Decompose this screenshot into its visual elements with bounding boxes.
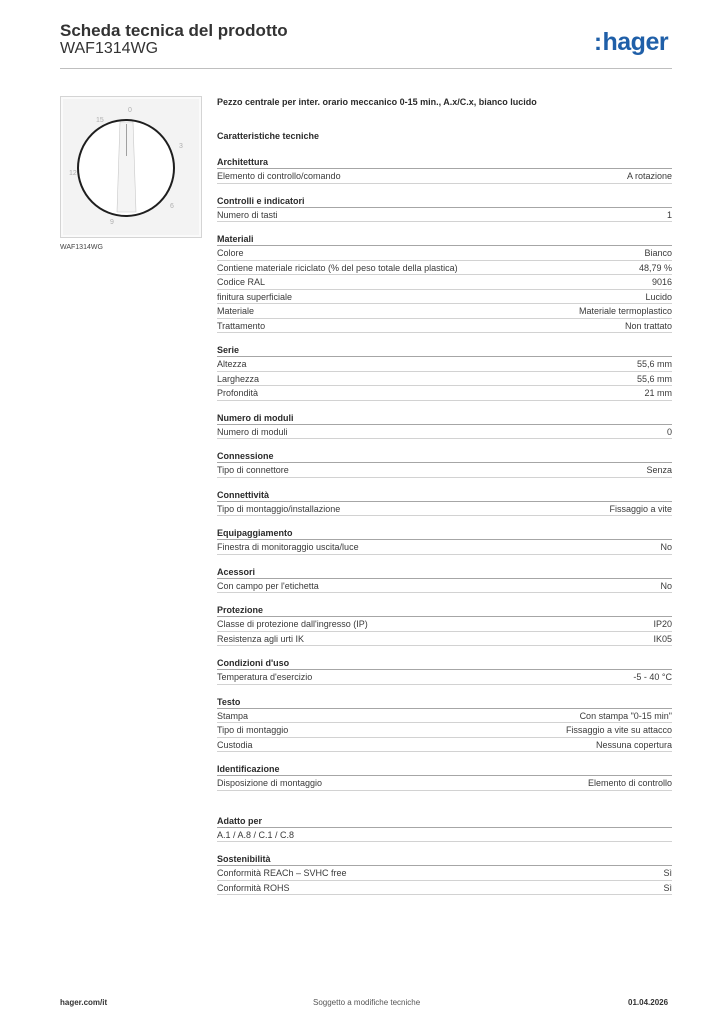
spec-group-title: Adatto per: [217, 815, 672, 828]
spec-value: No: [660, 580, 672, 591]
spec-label: A.1 / A.8 / C.1 / C.8: [217, 829, 295, 840]
spec-group-title: Condizioni d'uso: [217, 657, 672, 670]
spec-row: [217, 290, 672, 305]
spec-label: Larghezza: [217, 373, 260, 384]
spec-group: [217, 566, 672, 594]
spec-label: Numero di tasti: [217, 209, 278, 220]
spec-group: [217, 815, 672, 843]
spec-group-title: Serie: [217, 344, 672, 357]
spec-value: 48,79 %: [638, 262, 672, 273]
spec-group: [217, 344, 672, 401]
spec-value: 55,6 mm: [636, 359, 672, 369]
dial-mark-12: 12: [69, 170, 77, 177]
spec-group-title: Protezione: [217, 604, 672, 617]
spec-row: [217, 540, 672, 555]
spec-group: [217, 527, 672, 555]
header-divider: [60, 68, 672, 69]
spec-label: Conformità REACh – SVHC free: [217, 868, 347, 878]
hager-logo: [594, 28, 668, 57]
spec-row: [217, 723, 672, 738]
dial-mark-6: 6: [170, 203, 174, 210]
spec-value: 0: [666, 426, 672, 437]
spec-group-title: Sostenibilità: [217, 853, 672, 866]
spec-label: Elemento di controllo/comando: [217, 171, 341, 181]
spec-row: [217, 579, 672, 594]
spec-group-title: Testo: [217, 696, 672, 709]
spec-value: Fissaggio a vite su attacco: [565, 725, 672, 735]
spec-label: Finestra di monitoraggio uscita/luce: [217, 542, 359, 552]
spec-row: [217, 246, 672, 261]
logo-text: hager: [602, 28, 669, 56]
spec-group-title: Connessione: [217, 450, 672, 463]
spec-label: Tipo di montaggio: [217, 725, 289, 735]
spec-row: [217, 386, 672, 401]
spec-row: [217, 275, 672, 290]
spec-group-title: Materiali: [217, 233, 672, 246]
spec-label: Classe di protezione dall'ingresso (IP): [217, 619, 368, 629]
spec-label: Tipo di montaggio/installazione: [217, 503, 341, 514]
spec-label: Numero di moduli: [217, 426, 288, 437]
document-title: Scheda tecnica del prodotto: [60, 21, 288, 40]
spec-value: 9016: [651, 277, 672, 287]
spec-value: Non trattato: [624, 320, 672, 331]
product-code: WAF1314WG: [60, 40, 159, 57]
spec-group: [217, 604, 672, 646]
spec-row: [217, 425, 672, 440]
spec-label: Trattamento: [217, 320, 266, 331]
spec-group: [217, 763, 672, 791]
spec-group-title: Equipaggiamento: [217, 527, 672, 540]
spec-group: [217, 489, 672, 517]
dial-mark-15: 15: [96, 117, 104, 124]
spec-row: [217, 208, 672, 223]
spec-row: [217, 632, 672, 647]
spec-label: Profondità: [217, 388, 259, 398]
spec-row: [217, 738, 672, 753]
spec-value: 55,6 mm: [636, 373, 672, 384]
spec-row: [217, 670, 672, 685]
dial-mark-3: 3: [179, 143, 183, 150]
spec-value: Senza: [646, 465, 672, 475]
spec-row: [217, 709, 672, 724]
spec-value: Con stampa "0-15 min": [579, 710, 672, 721]
dial-mark-9: 9: [110, 219, 114, 226]
spec-group: [217, 233, 672, 333]
spec-row: [217, 261, 672, 276]
spec-group: [217, 657, 672, 685]
spec-row: [217, 881, 672, 896]
spec-value: 21 mm: [644, 388, 672, 398]
spec-label: Codice RAL: [217, 277, 266, 287]
spec-label: finitura superficiale: [217, 291, 293, 302]
spec-row: [217, 502, 672, 517]
spec-content: [217, 96, 672, 895]
spec-value: -5 - 40 °C: [633, 672, 672, 682]
spec-row: [217, 319, 672, 334]
product-image: [60, 96, 202, 238]
spec-value: IK05: [653, 633, 672, 644]
spec-value: Nessuna copertura: [595, 739, 672, 750]
spec-group: [217, 156, 672, 184]
spec-value: Lucido: [645, 291, 672, 302]
spec-value: Sì: [663, 882, 672, 893]
spec-group: [217, 412, 672, 440]
spec-row: [217, 372, 672, 387]
logo-dots-icon: :: [594, 29, 602, 56]
spec-row: [217, 304, 672, 319]
product-description: Pezzo centrale per inter. orario meccanico 0-15 min., A.x/C.x, bianco lucido: [217, 97, 537, 107]
spec-label: Stampa: [217, 710, 249, 721]
spec-label: Disposizione di montaggio: [217, 778, 323, 788]
spec-row: [217, 169, 672, 184]
spec-label: Custodia: [217, 739, 253, 750]
spec-value: Fissaggio a vite: [609, 503, 672, 514]
spec-row: [217, 357, 672, 372]
spec-value: Materiale termoplastico: [578, 306, 672, 316]
spec-label: Contiene materiale riciclato (% del peso totale della plastica): [217, 262, 458, 273]
footer-website[interactable]: hager.com/it: [60, 998, 108, 1007]
spec-label: Tipo di connettore: [217, 465, 289, 475]
spec-value: IP20: [653, 619, 672, 629]
timer-dial-icon: [60, 96, 202, 238]
spec-label: Materiale: [217, 306, 255, 316]
spec-label: Temperatura d'esercizio: [217, 672, 313, 682]
spec-group-title: Numero di moduli: [217, 412, 672, 425]
image-caption: WAF1314WG: [60, 244, 103, 251]
spec-row: [217, 776, 672, 791]
spec-label: Altezza: [217, 359, 247, 369]
spec-group: [217, 195, 672, 223]
spec-group-title: Controlli e indicatori: [217, 195, 672, 208]
spec-group-title: Connettività: [217, 489, 672, 502]
spec-group: [217, 853, 672, 895]
spec-group-title: Identificazione: [217, 763, 672, 776]
section-title: Caratteristiche tecniche: [217, 131, 320, 141]
spec-row: [217, 828, 672, 843]
footer-date: 01.04.2026: [628, 998, 669, 1007]
spec-value: Sì: [663, 868, 672, 878]
footer-note: Soggetto a modifiche tecniche: [313, 998, 421, 1007]
spec-value: No: [660, 542, 672, 552]
spec-label: Conformità ROHS: [217, 882, 290, 893]
spec-groups: [217, 156, 672, 895]
spec-label: Con campo per l'etichetta: [217, 580, 319, 591]
spec-group: [217, 696, 672, 753]
spec-group: [217, 450, 672, 478]
dial-mark-0: 0: [128, 107, 132, 114]
spec-row: [217, 866, 672, 881]
spec-group-title: Acessori: [217, 566, 672, 579]
spec-label: Resistenza agli urti IK: [217, 633, 305, 644]
spec-group-title: Architettura: [217, 156, 672, 169]
spec-value: Elemento di controllo: [587, 778, 672, 788]
spec-row: [217, 617, 672, 632]
spec-value: Bianco: [644, 248, 672, 258]
spec-value: 1: [666, 209, 672, 220]
spec-row: [217, 463, 672, 478]
spec-label: Colore: [217, 248, 244, 258]
spec-value: A rotazione: [626, 171, 672, 181]
